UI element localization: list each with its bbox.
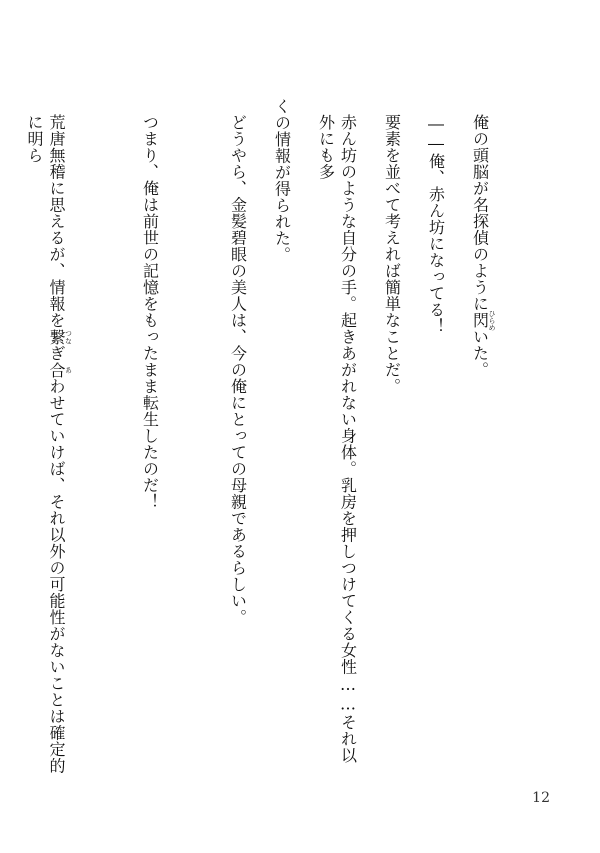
text-line-6: どうやら、金髪碧眼の美人は、今の俺にとっての母親であるらしい。 (228, 114, 248, 626)
ruby-text: つな (64, 328, 73, 345)
text-line-8 (23, 98, 73, 778)
page-number: 12 (532, 790, 550, 806)
text-segment: 荒唐無稽に思えるが、情報を (47, 114, 66, 329)
ruby-text: あ (64, 361, 73, 378)
text-line-4: 赤ん坊のような自分の手。起きあがれない身体。乳房を押しつけてくる女性……それ以外にも多 (316, 114, 358, 764)
ruby-base: 合 (47, 361, 66, 378)
text-segment: 俺の頭脳が名探偵のように (470, 114, 490, 312)
ruby-annotation (47, 328, 73, 346)
ruby-annotation (47, 361, 73, 379)
ruby-annotation (470, 309, 496, 331)
text-line-7: つまり、俺は前世の記憶をもったまま転生したのだ！ (140, 114, 160, 510)
text-segment: いた。 (470, 328, 490, 378)
text-line-2: ――俺、赤ん坊になってる！ (426, 114, 446, 335)
ruby-text: ひらめ (488, 309, 496, 331)
vertical-text-body (0, 98, 518, 778)
text-line-9 (0, 98, 1, 778)
text-segment: ぎ (47, 345, 66, 362)
paragraph-gap (95, 98, 117, 778)
text-line-5: くの情報が得られた。 (272, 98, 292, 263)
ruby-base: 閃 (470, 309, 490, 331)
text-line-1 (469, 98, 497, 778)
ruby-base: 繋 (47, 328, 66, 345)
paragraph-gap (183, 98, 205, 778)
text-segment: わせていけば、それ以外の可能性がないことは確定的に明ら (25, 114, 66, 774)
text-line-3: 要素を並べて考えれば簡単なことだ。 (382, 114, 402, 395)
